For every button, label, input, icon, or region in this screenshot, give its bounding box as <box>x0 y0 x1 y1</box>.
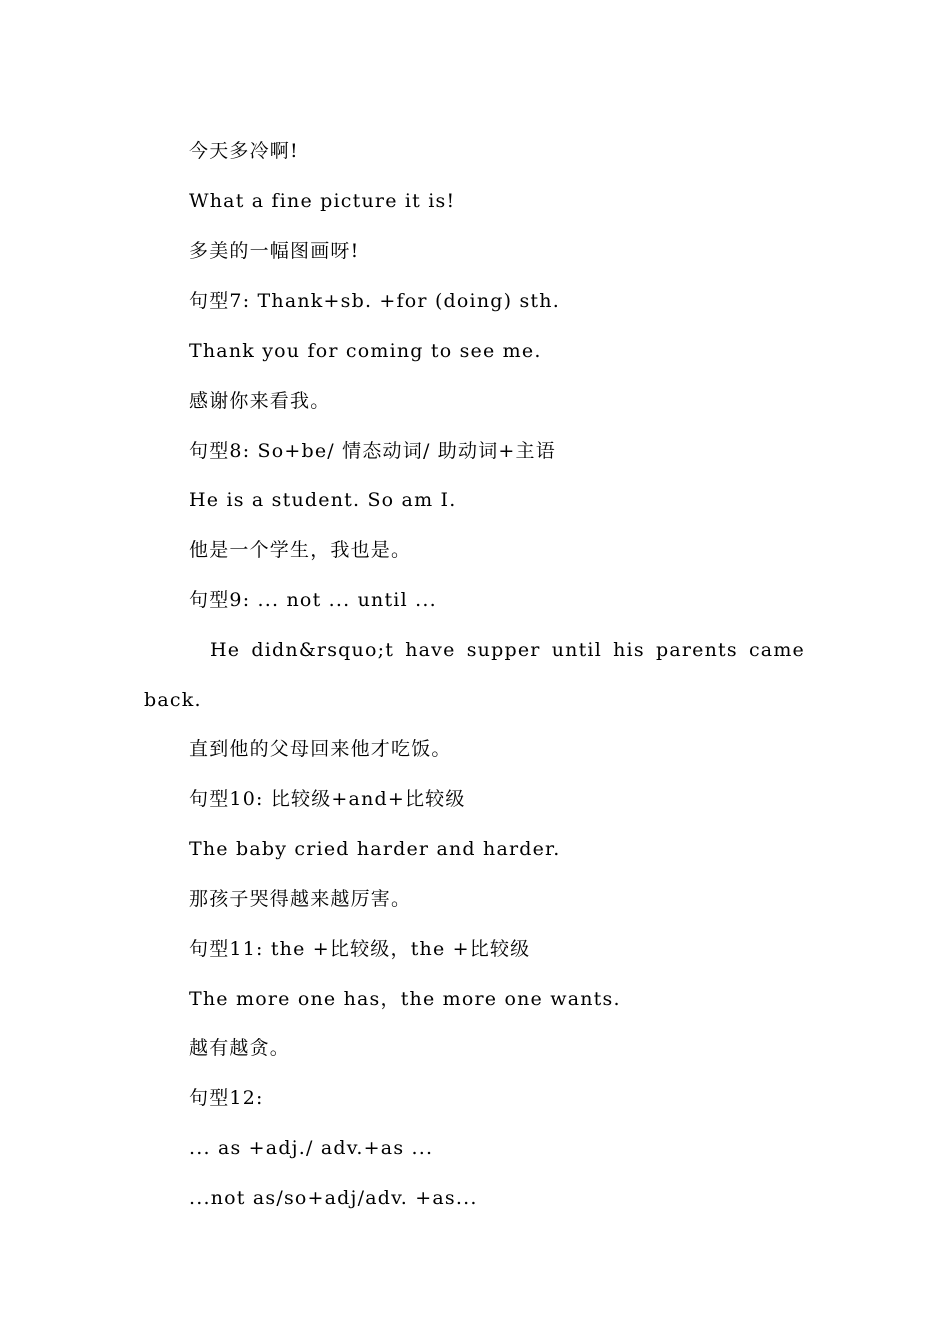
text-line-2: What a fine picture it is! <box>189 190 456 212</box>
word: supper <box>466 639 541 661</box>
word: didn&rsquo;t <box>251 639 395 661</box>
wrapped-continuation: back. <box>144 689 202 711</box>
text-line-16: 那孩子哭得越来越厉害。 <box>189 888 412 910</box>
text-line-5: Thank you for coming to see me. <box>189 340 542 362</box>
word: came <box>748 639 805 661</box>
pattern-8-heading: 句型8: So+be/ 情态动词/ 助动词+主语 <box>189 440 556 462</box>
pattern-7-heading: 句型7: Thank+sb. +for (doing) sth. <box>189 290 560 312</box>
word: until <box>551 639 602 661</box>
word: He <box>210 639 241 661</box>
text-line-22: ...not as/so+adj/adv. +as... <box>189 1187 478 1209</box>
pattern-10-heading: 句型10: 比较级+and+比较级 <box>189 788 466 810</box>
justified-line <box>210 638 805 662</box>
text-line-8: He is a student. So am I. <box>189 489 457 511</box>
word: parents <box>655 639 738 661</box>
pattern-9-heading: 句型9: ... not ... until ... <box>189 589 437 611</box>
pattern-12-heading: 句型12: <box>189 1087 264 1109</box>
pattern-11-heading: 句型11: the +比较级，the +比较级 <box>189 938 531 960</box>
text-line-13: 直到他的父母回来他才吃饭。 <box>189 738 452 760</box>
text-line-21: ... as +adj./ adv.+as ... <box>189 1137 434 1159</box>
text-line-15: The baby cried harder and harder. <box>189 838 561 860</box>
text-line-9: 他是一个学生，我也是。 <box>189 539 412 561</box>
word: have <box>405 639 456 661</box>
text-line-18: The more one has，the more one wants. <box>189 988 621 1010</box>
text-line-1: 今天多冷啊! <box>189 140 299 162</box>
text-line-6: 感谢你来看我。 <box>189 390 331 412</box>
text-line-19: 越有越贪。 <box>189 1037 291 1059</box>
word: his <box>613 639 645 661</box>
text-line-3: 多美的一幅图画呀! <box>189 240 360 262</box>
